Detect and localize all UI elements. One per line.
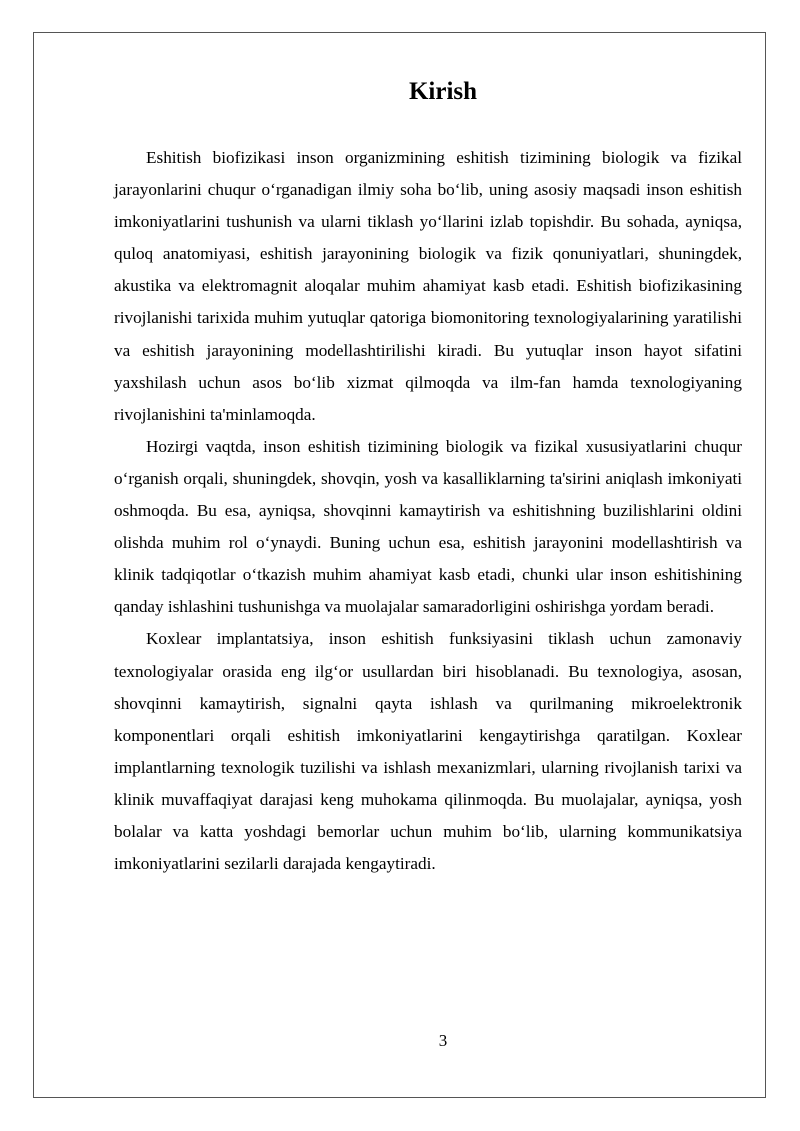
page-title: Kirish [408, 78, 478, 105]
paragraph-2: Hozirgi vaqtda, inson eshitish tizimining biologik va fizikal xususiyatlarini chuqur o‘rganish orqali, shuningdek, shovqin, yosh va kasalliklarning ta'sirini aniqlash imkoniyati oshmoqda. Bu esa, ayniqsa, shovqinni kamaytirish va eshitishning buzilishlarini oldini olishda muhim rol o‘ynaydi. Buning uchun esa, eshitish jarayonini modellashtirish va klinik tadqiqotlar o‘tkazish muhim ahamiyat kasb etadi, chunki ular inson eshitishining qanday ishlashini tushunishga va muolajalar samaradorligini oshirishga yordam beradi. [114, 436, 742, 617]
page-number: 3 [438, 1031, 448, 1050]
paragraph-1: Eshitish biofizikasi inson organizmining eshitish tizimining biologik va fizikal jarayonlarini chuqur o‘rganadigan ilmiy soha bo‘lib, uning asosiy maqsadi inson eshitish imkoniyatlarini tushunish va ularni tiklash yo‘llarini izlab topishdir. Bu sohada, ayniqsa, quloq anatomiyasi, eshitish jarayonining biologik va fizik qonuniyatlari, shuningdek, akustika va elektromagnit aloqalar muhim ahamiyat kasb etadi. Eshitish biofizikasining rivojlanishi tarixida muhim yutuqlar qatoriga biomonitoring texnologiyalarining yaratilishi va eshitish jarayonining modellashtirilishi kiradi. Bu yutuqlar inson hayot sifatini yaxshilash uchun asos bo‘lib xizmat qilmoqda va ilm-fan hamda texnologiyaning rivojlanishini ta'minlamoqda. [114, 148, 742, 424]
body-text [114, 142, 742, 880]
paragraph-3: Koxlear implantatsiya, inson eshitish funksiyasini tiklash uchun zamonaviy texnologiyalar orasida eng ilg‘or usullardan biri hisoblanadi. Bu texnologiya, asosan, shovqinni kamaytirish, signalni qayta ishlash va qurilmaning mikroelektronik komponentlari orqali eshitish imkoniyatlarini kengaytirishga qaratilgan. Koxlear implantlarning texnologik tuzilishi va ishlash mexanizmlari, ularning rivojlanish tarixi va klinik muvaffaqiyat darajasi keng muhokama qilinmoqda. Bu muolajalar, ayniqsa, yosh bolalar va katta yoshdagi bemorlar uchun muhim bo‘lib, ularning kommunikatsiya imkoniyatlarini sezilarli darajada kengaytiradi. [114, 629, 742, 874]
